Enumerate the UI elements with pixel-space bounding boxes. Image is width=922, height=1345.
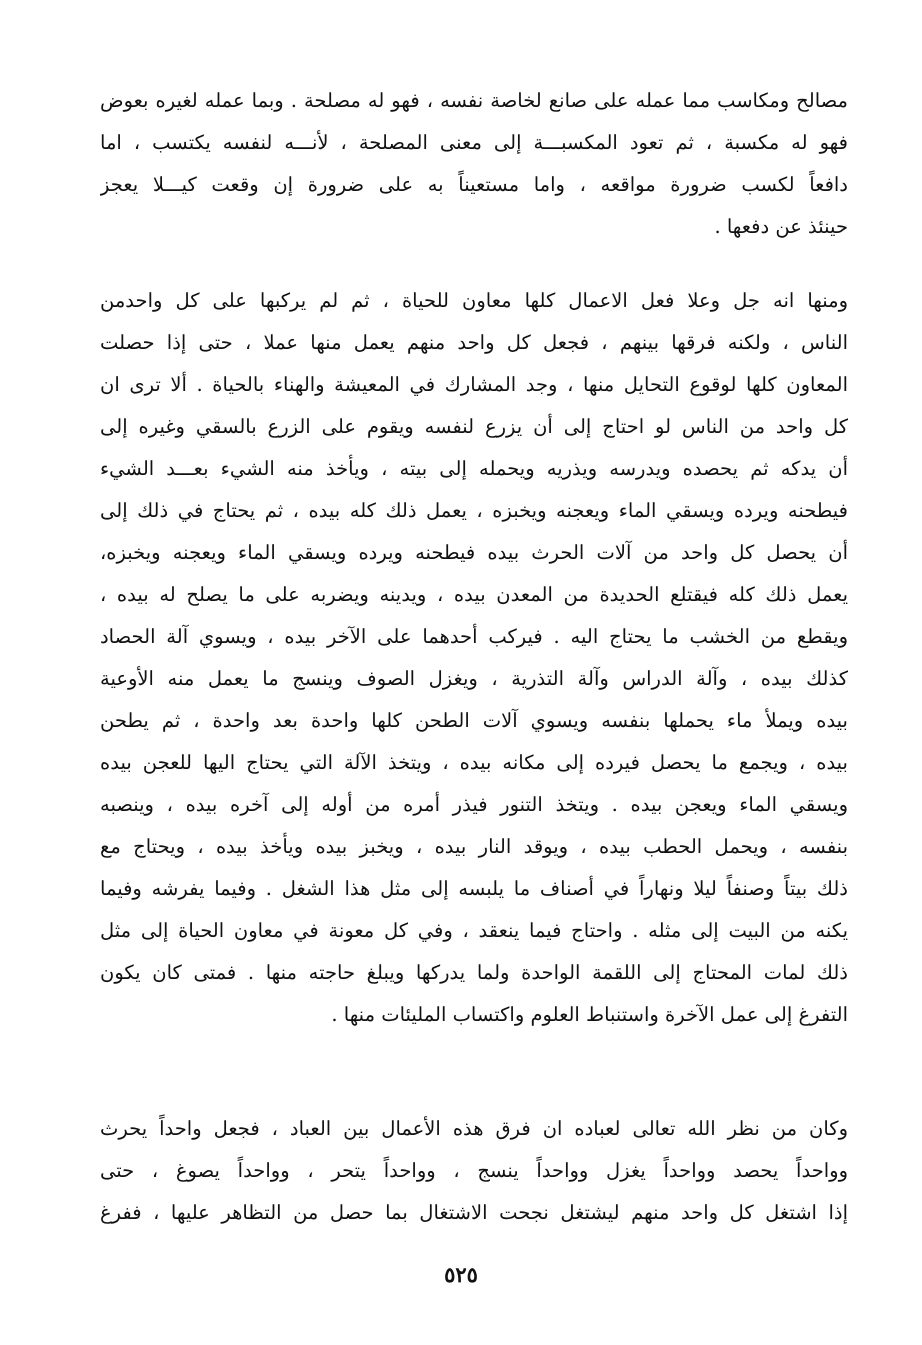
text-line: دافعاً لكسب ضرورة مواقعه ، واما مستعيناً به على ضرورة إن وقعت كيـــلا يعجز (100, 173, 848, 196)
paragraph-3 (100, 1108, 848, 1234)
text-line: وواحداً يحصد وواحداً يغزل وواحداً ينسج ، وواحداً يتحر ، وواحداً يصوغ ، حتى (100, 1159, 848, 1182)
text-line: مصالح ومكاسب مما عمله على صانع لخاصة نفسه ، فهو له مصلحة . وبما عمله لغيره بعوض (100, 89, 848, 112)
text-line: كل واحد من الناس لو احتاج إلى أن يزرع لنفسه ويقوم على الزرع بالسقي وغيره إلى (100, 415, 848, 438)
text-line: بيده ويملأ ماء يحملها بنفسه ويسوي آلات الطحن كلها واحدة بعد واحدة ، ثم يطحن (100, 709, 848, 732)
text-line: وكان من نظر الله تعالى لعباده ان فرق هذه الأعمال بين العباد ، فجعل واحداً يحرث (100, 1117, 848, 1140)
text-line: أن يحصل كل واحد من آلات الحرث بيده فيطحنه ويرده ويسقي الماء ويعجنه ويخبزه، (100, 541, 848, 564)
paragraph-2 (100, 280, 848, 1036)
text-line: أن يدكه ثم يحصده ويدرسه ويذريه ويحمله إلى بيته ، ويأخذ منه الشيء بعـــد الشيء (100, 457, 848, 480)
text-line: ذلك بيتاً وصنفاً ليلا ونهاراً في أصناف ما يلبسه إلى مثل هذا الشغل . وفيما يفرشه وفيما (100, 877, 848, 900)
text-line: بنفسه ، ويحمل الحطب بيده ، ويوقد النار بيده ، ويخبز بيده ويأخذ بيده ، ويحتاج مع (100, 835, 848, 858)
text-line: فيطحنه ويرده ويسقي الماء ويعجنه ويخبزه ، يعمل ذلك كله بيده ، ثم يحتاج في ذلك إلى (100, 499, 848, 522)
page-number: ٥٢٥ (444, 1262, 478, 1287)
paragraph-1 (100, 80, 848, 248)
text-line: الناس ، ولكنه فرقها بينهم ، فجعل كل واحد منهم يعمل منها عملا ، حتى إذا حصلت (100, 331, 848, 354)
text-line: كذلك بيده ، وآلة الدراس وآلة التذرية ، ويغزل الصوف وينسج ما يعمل منه الأوعية (100, 667, 848, 690)
text-line: حينئذ عن دفعها . (714, 215, 848, 238)
text-line: ذلك لمات المحتاج إلى اللقمة الواحدة ولما يدركها ويبلغ حاجته منها . فمتى كان يكون (100, 961, 848, 984)
text-line: ويقطع من الخشب ما يحتاج اليه . فيركب أحدهما على الآخر بيده ، ويسوي آلة الحصاد (100, 625, 848, 648)
text-line: يكنه من البيت إلى مثله . واحتاج فيما ينعقد ، وفي كل معونة في معاون الحياة إلى مثل (100, 919, 848, 942)
text-line: يعمل ذلك كله فيقتلع الحديدة من المعدن بيده ، ويدينه ويضربه على ما يصلح له بيده ، (100, 583, 848, 606)
text-line: فهو له مكسبة ، ثم تعود المكسبـــة إلى معنى المصلحة ، لأنـــه لنفسه يكتسب ، اما (100, 131, 848, 154)
text-line: بيده ، ويجمع ما يحصل فيرده إلى مكانه بيده ، ويتخذ الآلة التي يحتاج اليها للعجن بيده (100, 751, 848, 774)
text-line: إذا اشتغل كل واحد منهم ليشتغل نجحت الاشتغال بما حصل من التظاهر عليها ، ففرغ (100, 1201, 848, 1224)
text-line: المعاون كلها لوقوع التحايل منها ، وجد المشارك في المعيشة والهناء بالحياة . ألا ترى ان (100, 373, 848, 396)
text-line: ويسقي الماء ويعجن بيده . ويتخذ التنور فيذر أمره من أوله إلى آخره بيده ، وينصبه (100, 793, 848, 816)
text-line: ومنها انه جل وعلا فعل الاعمال كلها معاون للحياة ، ثم لم يركبها على كل واحدمن (100, 289, 848, 312)
text-line: التفرغ إلى عمل الآخرة واستنباط العلوم واكتساب المليئات منها . (331, 1003, 848, 1026)
